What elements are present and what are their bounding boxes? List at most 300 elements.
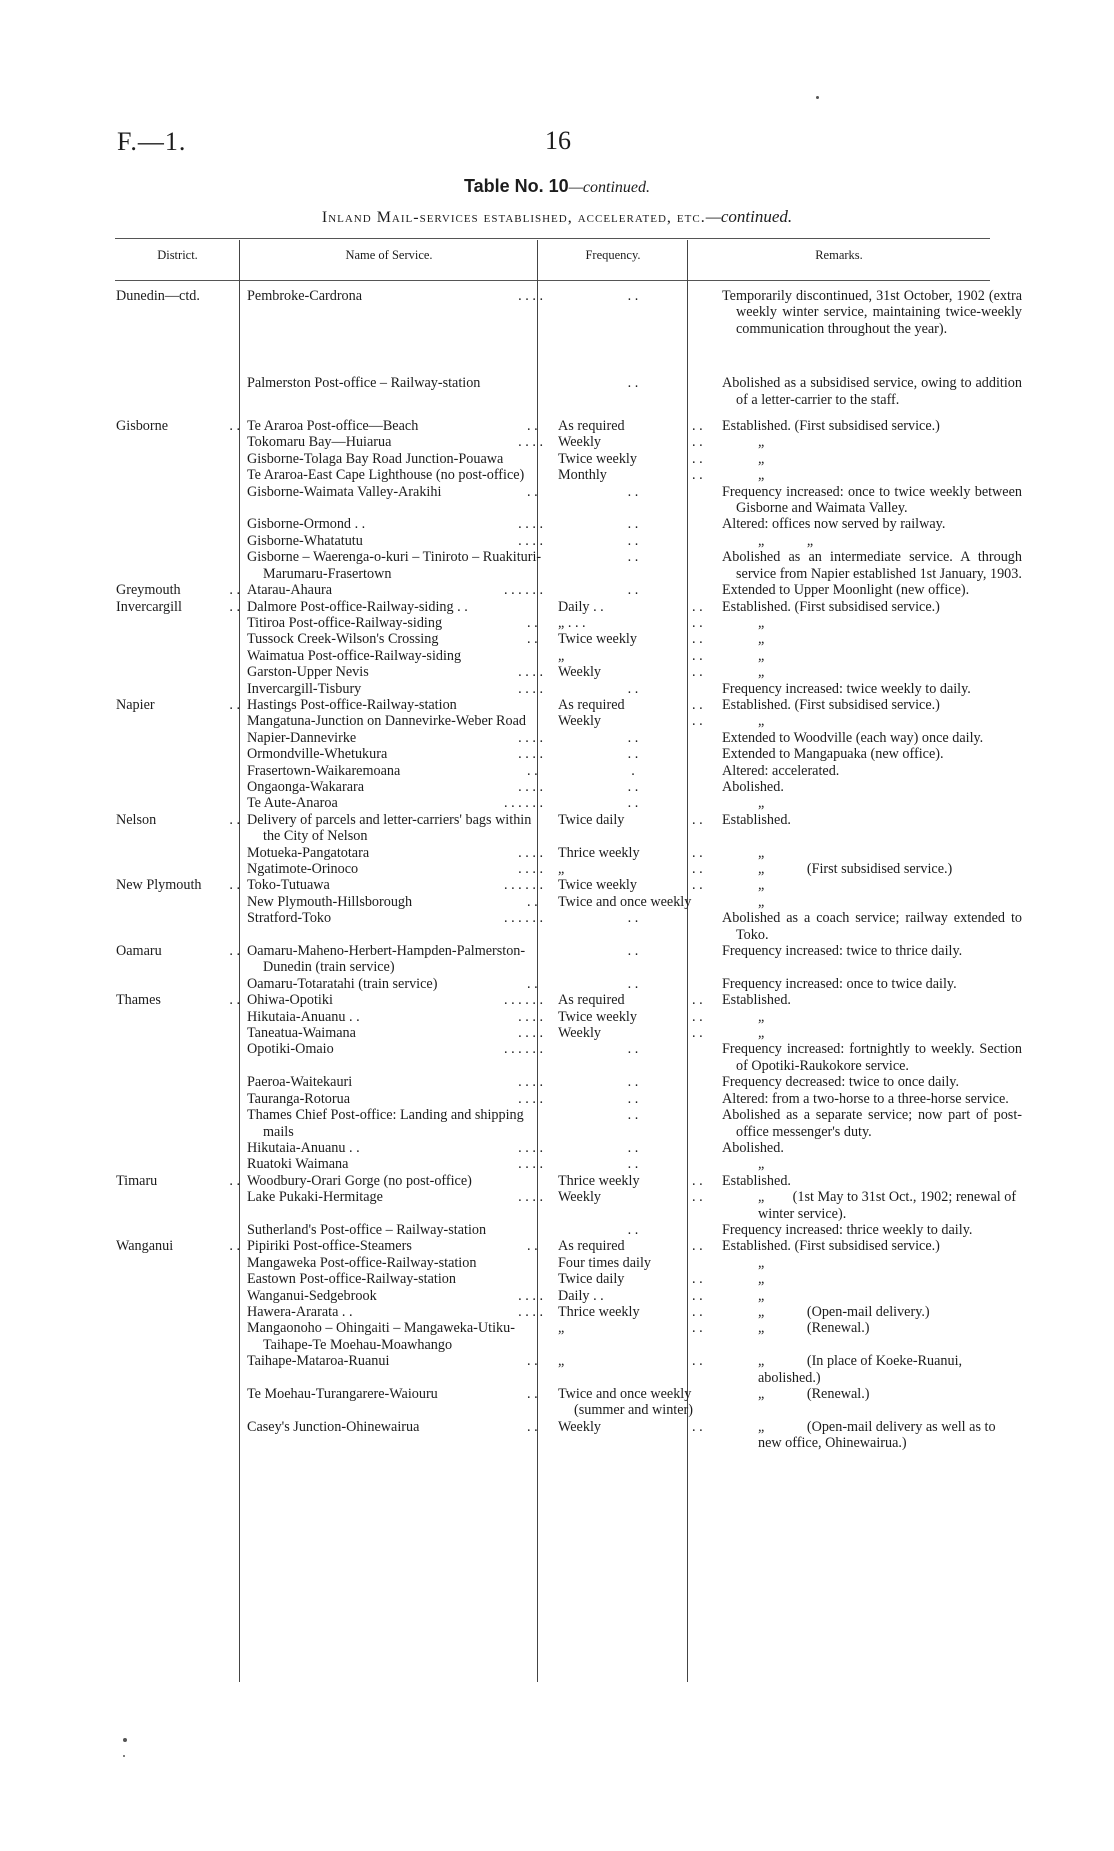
leader-dots: . . . . [518, 1139, 543, 1156]
remarks-text: Frequency increased: fortnightly to weekly. Section of Opotiki-Raukokore service. [722, 1041, 1022, 1074]
frequency-wrap: . . Weekly [558, 1025, 703, 1042]
service-name: Mangaweka Post-office-Railway-station [247, 1254, 477, 1271]
table-title-main: Table No. 10 [463, 176, 569, 196]
table-row [114, 1107, 1026, 1140]
table-row [114, 615, 1026, 631]
remarks-cell [714, 713, 1026, 729]
district-cell [114, 516, 240, 532]
frequency-value: Weekly [558, 434, 601, 451]
table-row [114, 877, 1026, 893]
frequency-value: Twice daily [558, 811, 625, 828]
leader-dots: . . . . [518, 288, 543, 304]
frequency-wrap: . . Daily . . [558, 598, 703, 615]
service-name: Te Moehau-Turangarere-Waiouru [247, 1386, 438, 1402]
district-cell [114, 533, 240, 549]
frequency-cell [551, 1255, 714, 1271]
table-row [114, 812, 1026, 845]
service-name-cell [240, 1091, 551, 1107]
frequency-value: As required [558, 1238, 625, 1255]
service-name-wrap [247, 375, 543, 391]
table-row [114, 845, 1026, 861]
frequency-value: Four times daily [558, 1254, 652, 1271]
table-row [114, 1156, 1026, 1172]
leader-dots: . . [229, 598, 240, 615]
remarks-cell [714, 894, 1026, 910]
district-cell [114, 451, 240, 467]
service-name-wrap [247, 795, 543, 811]
leader-dots: . . . . . . [503, 1041, 543, 1058]
frequency-wrap: . . Thrice weekly [558, 1303, 703, 1320]
remarks-cell [714, 1074, 1026, 1090]
service-name-cell [240, 943, 551, 976]
frequency-cell [551, 1353, 714, 1386]
remarks-text: Extended to Mangapuaka (new office). [722, 746, 944, 763]
service-name-wrap [247, 1091, 543, 1107]
service-name-cell [240, 418, 551, 434]
frequency-cell [551, 648, 714, 664]
remarks-cell [714, 1009, 1026, 1025]
service-name-wrap [247, 845, 543, 861]
frequency-wrap [558, 894, 708, 910]
remarks-text: „ „ [758, 532, 814, 549]
service-name-wrap [247, 861, 543, 877]
district-label: Nelson [116, 811, 157, 828]
frequency-cell [551, 894, 714, 910]
service-name-cell [240, 713, 551, 729]
service-name-wrap [247, 582, 543, 598]
remarks-text: Frequency increased: thrice weekly to daily. [722, 1221, 973, 1238]
leader-dots: . . . . [518, 1156, 543, 1173]
remarks-text: Established. (First subsidised service.) [722, 1238, 940, 1255]
frequency-wrap [558, 1222, 708, 1238]
service-name-cell [240, 631, 551, 647]
district-cell [114, 763, 240, 779]
frequency-value: „ [558, 1320, 565, 1337]
table-row [114, 1025, 1026, 1041]
leader-dots: . . [229, 992, 240, 1009]
row-spacer [114, 337, 1026, 375]
frequency-value: „ [558, 1353, 565, 1370]
frequency-wrap [558, 1074, 708, 1090]
district-cell [114, 434, 240, 450]
district-cell [114, 713, 240, 729]
remarks-cell [714, 549, 1026, 582]
frequency-wrap: . . Twice daily [558, 1271, 703, 1288]
remarks-text: Abolished as a separate service; now part of post-office messenger's duty. [722, 1107, 1022, 1140]
service-name: Stratford-Toko [247, 910, 332, 927]
frequency-cell [551, 877, 714, 893]
service-name-cell [240, 877, 551, 893]
service-name-cell [240, 1009, 551, 1025]
frequency-value: . . [627, 375, 639, 392]
frequency-value: . . [627, 729, 639, 746]
leader-dots: . . [229, 943, 240, 960]
district-cell [114, 943, 240, 976]
remarks-cell [714, 730, 1026, 746]
service-name: Woodbury-Orari Gorge (no post-office) [247, 1172, 472, 1189]
remarks-text: Frequency increased: once to twice daily. [722, 975, 957, 992]
frequency-value: . . [627, 1041, 639, 1058]
service-name: Ormondville-Whetukura [247, 746, 388, 763]
service-name-cell [240, 1419, 551, 1452]
frequency-cell [551, 779, 714, 795]
district-cell [114, 549, 240, 582]
service-name-wrap: . . Tussock Creek-Wilson's Crossing [247, 631, 538, 648]
service-name-cell [240, 664, 551, 680]
service-name-wrap [247, 467, 543, 483]
table-row [114, 549, 1026, 582]
frequency-wrap: . . Weekly [558, 664, 703, 681]
remarks-cell [714, 533, 1026, 549]
frequency-value: Thrice weekly [558, 844, 640, 861]
service-name: Wanganui-Sedgebrook [247, 1287, 377, 1304]
table-subtitle-text: Inland Mail-services established, accelerated, etc. [321, 209, 706, 226]
table-row [114, 1419, 1026, 1452]
frequency-cell [551, 1386, 714, 1419]
frequency-cell [551, 910, 714, 943]
remarks-text: „ [758, 1008, 765, 1025]
district-label: Dunedin—ctd. [116, 288, 200, 304]
service-name-wrap [247, 812, 543, 845]
remarks-text: „ [758, 795, 765, 812]
service-name-wrap: . . Gisborne-Waimata Valley-Arakihi [247, 483, 538, 500]
remarks-cell [714, 484, 1026, 517]
service-name-cell [240, 375, 551, 408]
service-name-cell [240, 1288, 551, 1304]
table-row [114, 1173, 1026, 1189]
remarks-cell [714, 1255, 1026, 1271]
service-name-wrap [247, 713, 543, 729]
service-name-cell [240, 681, 551, 697]
frequency-value: . . [627, 1090, 639, 1107]
service-name-cell [240, 549, 551, 582]
leader-dots: . . . . . . [503, 910, 543, 927]
frequency-wrap [558, 795, 708, 811]
service-name-wrap [247, 1320, 543, 1353]
column-header-remarks: Remarks. [815, 248, 863, 262]
service-name: Lake Pukaki-Hermitage [247, 1189, 383, 1206]
frequency-wrap [558, 763, 708, 779]
leader-dots: . . . . [518, 1287, 543, 1304]
table-row [114, 1238, 1026, 1254]
district-cell [114, 746, 240, 762]
service-name-cell [240, 288, 551, 337]
remarks-text: „ [758, 647, 765, 664]
remarks-text: „ [758, 631, 765, 648]
remarks-cell [714, 1222, 1026, 1238]
service-name-cell [240, 1189, 551, 1222]
remarks-text: „ [758, 877, 765, 894]
service-name: Garston-Upper Nevis [247, 664, 369, 681]
service-name-cell [240, 1271, 551, 1287]
remarks-cell [714, 631, 1026, 647]
district-cell [114, 697, 240, 713]
frequency-value: . [631, 762, 635, 779]
remarks-cell [714, 648, 1026, 664]
service-name-wrap [247, 1288, 543, 1304]
table-row [114, 976, 1026, 992]
district-cell [114, 1238, 240, 1254]
table-row [114, 467, 1026, 483]
remarks-cell [714, 795, 1026, 811]
service-name-cell [240, 730, 551, 746]
service-name-cell [240, 615, 551, 631]
frequency-cell [551, 1271, 714, 1287]
service-name-wrap [247, 664, 543, 680]
service-name-wrap [247, 1156, 543, 1172]
frequency-value: „ . . . [558, 614, 586, 631]
district-cell [114, 288, 240, 337]
frequency-cell [551, 730, 714, 746]
service-name-wrap [247, 1009, 543, 1025]
district-cell [114, 1025, 240, 1041]
district-cell [114, 1304, 240, 1320]
service-name-cell [240, 894, 551, 910]
district-cell [114, 1173, 240, 1189]
service-name-cell [240, 1320, 551, 1353]
leader-dots: . . . . [518, 664, 543, 681]
service-name: Casey's Junction-Ohinewairua [247, 1418, 420, 1435]
service-name-wrap [247, 1189, 543, 1205]
frequency-value: . . [627, 778, 639, 795]
frequency-cell [551, 976, 714, 992]
frequency-wrap: . . As required [558, 1238, 703, 1255]
frequency-wrap: . . „ [558, 1320, 703, 1337]
remarks-text: Altered: offices now served by railway. [722, 516, 946, 533]
frequency-wrap: . . Weekly [558, 1418, 703, 1435]
remarks-cell [714, 1353, 1026, 1386]
remarks-text: „ [758, 450, 765, 467]
header-bottom-rule [115, 280, 990, 281]
remarks-text: Frequency increased: twice to thrice daily. [722, 943, 963, 960]
leader-dots: . . . . [518, 1189, 543, 1206]
district-cell [114, 1140, 240, 1156]
table-row [114, 582, 1026, 598]
table-row [114, 1140, 1026, 1156]
frequency-wrap [558, 1091, 708, 1107]
remarks-cell [714, 1107, 1026, 1140]
district-cell [114, 1009, 240, 1025]
remarks-cell [714, 861, 1026, 877]
service-name: Opotiki-Omaio [247, 1041, 334, 1058]
column-header-district: District. [157, 248, 198, 262]
remarks-text: Abolished. [722, 1139, 784, 1156]
print-speck [123, 1738, 127, 1742]
service-name-cell [240, 467, 551, 483]
district-cell [114, 484, 240, 517]
remarks-text: „ [758, 614, 765, 631]
remarks-cell [714, 1304, 1026, 1320]
frequency-value: Monthly [558, 467, 607, 484]
remarks-cell [714, 1041, 1026, 1074]
district-label: Timaru [116, 1172, 158, 1189]
frequency-cell [551, 1074, 714, 1090]
remarks-cell [714, 582, 1026, 598]
leader-dots: . . . . [518, 1303, 543, 1320]
district-cell [114, 779, 240, 795]
table-row [114, 631, 1026, 647]
service-name: Taneatua-Waimana [247, 1025, 356, 1042]
frequency-wrap [558, 746, 708, 762]
remarks-text: „ (1st May to 31st Oct., 1902; renewal of winter service). [758, 1189, 1020, 1222]
table-row [114, 288, 1026, 337]
district-cell [114, 877, 240, 893]
frequency-value: Twice daily [558, 1271, 625, 1288]
table-row [114, 943, 1026, 976]
remarks-cell [714, 1091, 1026, 1107]
table-row [114, 992, 1026, 1008]
frequency-wrap [558, 484, 708, 500]
frequency-value: . . [627, 549, 639, 566]
table-row [114, 697, 1026, 713]
frequency-cell [551, 992, 714, 1008]
district-cell [114, 681, 240, 697]
remarks-cell [714, 1238, 1026, 1254]
service-name-wrap [247, 746, 543, 762]
district-cell [114, 1189, 240, 1222]
frequency-value: As required [558, 418, 625, 435]
remarks-text: Abolished as a subsidised service, owing to addition of a letter-carrier to the staff. [722, 375, 1022, 408]
frequency-value: Twice and once weekly (summer and winter) [558, 1386, 693, 1419]
service-name: Gisborne-Waimata Valley-Arakihi [247, 483, 442, 500]
remarks-text: Temporarily discontinued, 31st October, 1902 (extra weekly winter service, maintaining twice-weekly communication throughout the year). [722, 288, 1022, 337]
table-row [114, 763, 1026, 779]
frequency-cell [551, 375, 714, 408]
service-name: Tauranga-Rotorua [247, 1090, 351, 1107]
frequency-value: . . [627, 1139, 639, 1156]
frequency-cell [551, 516, 714, 532]
frequency-cell [551, 1107, 714, 1140]
frequency-value: Twice weekly [558, 631, 637, 648]
service-name-wrap [247, 877, 543, 893]
remarks-text: Established. [722, 811, 791, 828]
district-cell [114, 1091, 240, 1107]
table-row [114, 1288, 1026, 1304]
remarks-cell [714, 1173, 1026, 1189]
frequency-value: . . [627, 1074, 639, 1091]
table-row [114, 861, 1026, 877]
frequency-cell [551, 484, 714, 517]
district-cell [114, 648, 240, 664]
frequency-wrap: . . Daily . . [558, 1287, 703, 1304]
service-name: Invercargill-Tisbury [247, 680, 362, 697]
service-name-wrap [247, 648, 543, 664]
service-name: Pipiriki Post-office-Steamers [247, 1238, 412, 1255]
frequency-value: Twice weekly [558, 1008, 637, 1025]
service-name-wrap [247, 1140, 543, 1156]
district-cell [114, 582, 240, 598]
frequency-cell [551, 1140, 714, 1156]
district-cell [114, 631, 240, 647]
frequency-cell [551, 795, 714, 811]
frequency-cell [551, 746, 714, 762]
frequency-value: Thrice weekly [558, 1172, 640, 1189]
service-name: Gisborne-Tolaga Bay Road Junction-Pouawa [247, 450, 504, 467]
frequency-value: „ [558, 647, 565, 664]
district-cell [114, 599, 240, 615]
remarks-cell [714, 451, 1026, 467]
service-name-cell [240, 861, 551, 877]
frequency-wrap [558, 1041, 708, 1057]
leader-dots: . . . . [518, 680, 543, 697]
service-name-wrap: . . New Plymouth-Hillsborough [247, 893, 538, 910]
table-row [114, 451, 1026, 467]
remarks-text: Established. (First subsidised service.) [722, 598, 940, 615]
district-cell [114, 861, 240, 877]
service-name-cell [240, 1222, 551, 1238]
district-cell [114, 1255, 240, 1271]
frequency-wrap [558, 779, 708, 795]
service-name-wrap [247, 599, 543, 615]
remarks-cell [714, 615, 1026, 631]
remarks-text: „ (Open-mail delivery.) [758, 1303, 930, 1320]
frequency-value: . . [627, 516, 639, 533]
table-row [114, 1041, 1026, 1074]
row-spacer-cell [114, 408, 1026, 418]
frequency-cell [551, 582, 714, 598]
remarks-cell [714, 746, 1026, 762]
frequency-wrap: . . Twice weekly [558, 450, 703, 467]
district-cell [114, 795, 240, 811]
service-name-wrap [247, 288, 543, 304]
row-spacer [114, 408, 1026, 418]
service-name: Te Araroa Post-office—Beach [247, 418, 419, 435]
frequency-wrap [558, 288, 708, 304]
district-cell [114, 1419, 240, 1452]
leader-dots: . . . . . . [503, 877, 543, 894]
leader-dots: . . [229, 877, 240, 894]
remarks-cell [714, 664, 1026, 680]
frequency-value: As required [558, 992, 625, 1009]
table-row [114, 1091, 1026, 1107]
service-name-wrap [247, 779, 543, 795]
remarks-cell [714, 1025, 1026, 1041]
district-cell [114, 812, 240, 845]
service-name: Ongaonga-Wakarara [247, 778, 365, 795]
frequency-cell [551, 1189, 714, 1222]
service-name-cell [240, 795, 551, 811]
frequency-cell [551, 763, 714, 779]
frequency-cell [551, 664, 714, 680]
remarks-cell [714, 1140, 1026, 1156]
frequency-value: . . [627, 746, 639, 763]
service-name-cell [240, 582, 551, 598]
district-cell [114, 1288, 240, 1304]
remarks-cell [714, 1156, 1026, 1172]
service-name-cell [240, 845, 551, 861]
service-name-wrap [247, 1041, 543, 1057]
service-name-wrap: . . Casey's Junction-Ohinewairua [247, 1418, 538, 1435]
frequency-cell [551, 549, 714, 582]
frequency-wrap [558, 976, 708, 992]
district-cell [114, 1156, 240, 1172]
district-cell [114, 992, 240, 1008]
frequency-cell [551, 615, 714, 631]
service-name: Thames Chief Post-office: Landing and shipping mails [247, 1107, 524, 1140]
table-title [0, 176, 1114, 198]
frequency-value: Weekly [558, 1189, 601, 1206]
service-name: Hikutaia-Anuanu . . [247, 1139, 360, 1156]
table-row [114, 779, 1026, 795]
district-cell [114, 976, 240, 992]
remarks-cell [714, 288, 1026, 337]
remarks-cell [714, 910, 1026, 943]
frequency-value: . . [627, 975, 639, 992]
service-name-wrap [247, 451, 543, 467]
row-spacer-cell [114, 337, 1026, 375]
frequency-value: . . [627, 483, 639, 500]
service-name-cell [240, 1025, 551, 1041]
